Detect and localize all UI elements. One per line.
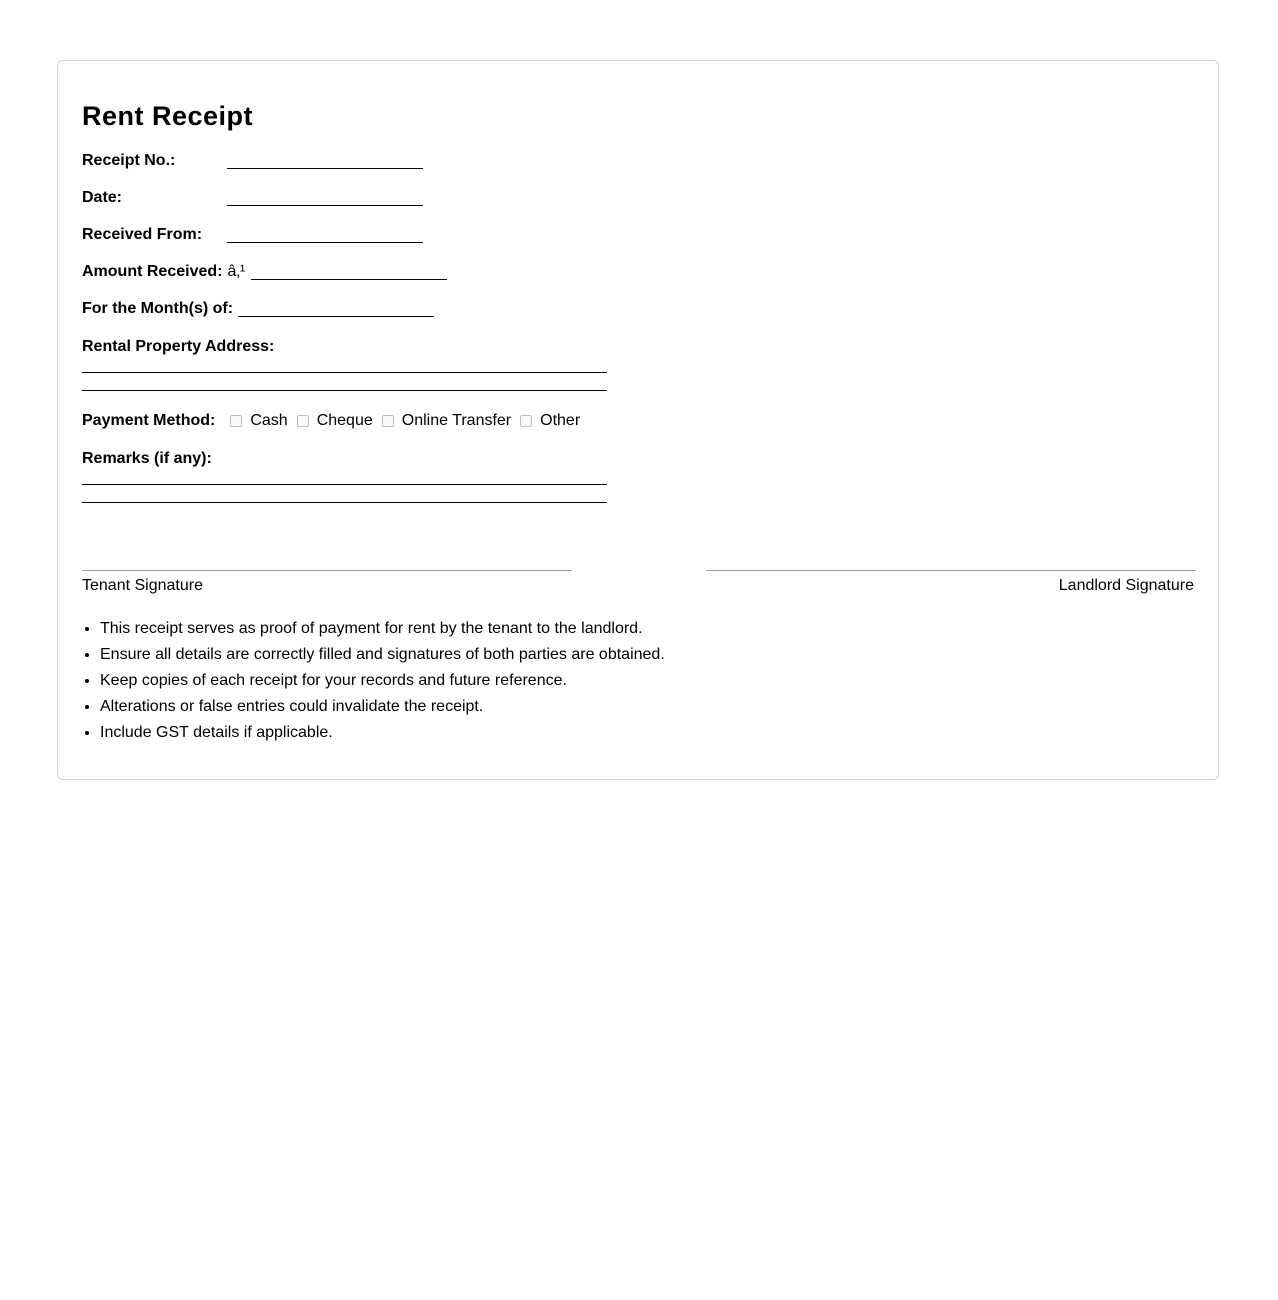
date-label: Date: <box>82 189 123 206</box>
cheque-checkbox[interactable] <box>297 415 309 427</box>
remarks-row <box>82 447 212 469</box>
received-from-label: Received From: <box>82 226 203 243</box>
list-item: • Keep copies of each receipt for your records and future reference. <box>100 668 665 694</box>
remarks-line-1[interactable] <box>82 484 607 485</box>
list-item: • This receipt serves as proof of payment for rent by the tenant to the landlord. <box>100 616 665 642</box>
page-title: Rent Receipt <box>82 101 254 131</box>
amount-label: Amount Received: <box>82 263 223 280</box>
receipt-no-row <box>82 149 423 171</box>
cash-checkbox[interactable] <box>230 415 242 427</box>
online-transfer-option-label: Online Transfer <box>401 412 512 429</box>
remarks-label: Remarks (if any): <box>82 450 212 467</box>
address-row <box>82 335 274 357</box>
landlord-signature-label: Landlord Signature <box>1058 577 1194 594</box>
list-item: • Include GST details if applicable. <box>100 720 665 746</box>
remarks-line-2[interactable] <box>82 502 607 503</box>
receipt-no-label: Receipt No.: <box>82 152 176 169</box>
months-row <box>82 297 434 319</box>
currency-symbol: â‚¹ <box>227 263 246 280</box>
received-from-row <box>82 223 423 245</box>
address-line-1[interactable] <box>82 372 607 373</box>
address-label: Rental Property Address: <box>82 338 275 355</box>
notes-list <box>82 616 665 746</box>
other-checkbox[interactable] <box>520 415 532 427</box>
landlord-signature-line[interactable] <box>706 570 1196 571</box>
tenant-signature-line[interactable] <box>82 570 572 571</box>
other-option-label: Other <box>540 412 581 429</box>
online-transfer-checkbox[interactable] <box>382 415 394 427</box>
months-field[interactable] <box>238 316 434 317</box>
address-line-2[interactable] <box>82 390 607 391</box>
months-label: For the Month(s) of: <box>82 300 234 317</box>
payment-method-label: Payment Method: <box>82 412 216 429</box>
cash-option-label: Cash <box>250 412 288 429</box>
receipt-no-field[interactable] <box>227 168 423 169</box>
cheque-option-label: Cheque <box>316 412 373 429</box>
received-from-field[interactable] <box>227 242 423 243</box>
date-field[interactable] <box>227 205 423 206</box>
date-row <box>82 186 423 208</box>
list-item: • Ensure all details are correctly filled and signatures of both parties are obtained. <box>100 642 665 668</box>
amount-field[interactable] <box>251 279 447 280</box>
payment-method-row <box>82 411 589 431</box>
rent-receipt-card <box>57 60 1219 780</box>
tenant-signature-label: Tenant Signature <box>82 577 203 594</box>
amount-row <box>82 260 447 282</box>
list-item: • Alterations or false entries could invalidate the receipt. <box>100 694 665 720</box>
